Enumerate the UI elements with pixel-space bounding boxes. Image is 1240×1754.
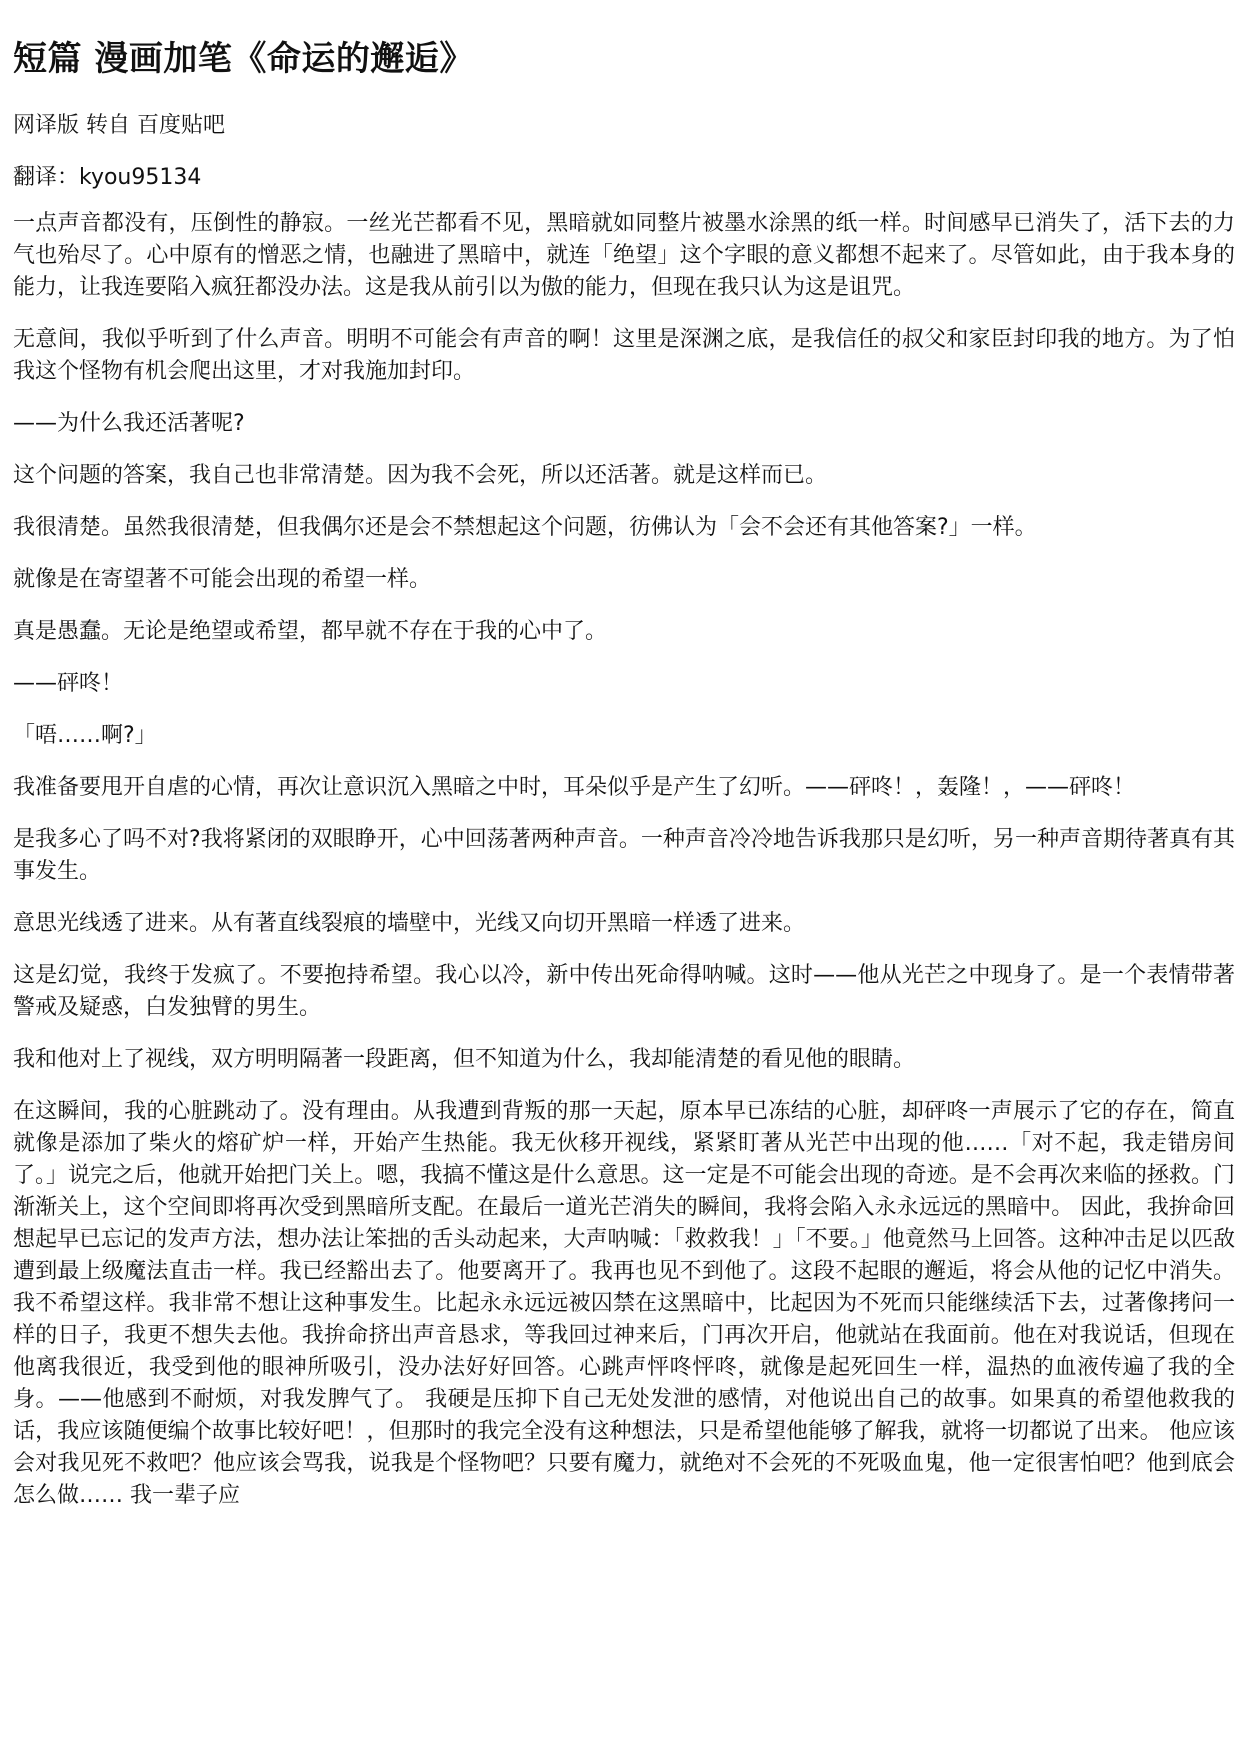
paragraph: 意思光线透了进来。从有著直线裂痕的墙壁中，光线又向切开黑暗一样透了进来。 bbox=[13, 911, 806, 936]
paragraph: ——为什么我还活著呢? bbox=[13, 411, 245, 436]
translator-line: 翻译：kyou95134 bbox=[13, 165, 202, 190]
paragraph: 「唔……啊?」 bbox=[13, 723, 157, 748]
paragraph: 我准备要甩开自虐的心情，再次让意识沉入黑暗之中时，耳朵似乎是产生了幻听。——砰咚！，轰隆！，——砰咚！ bbox=[13, 775, 1136, 800]
paragraph: 这是幻觉，我终于发疯了。不要抱持希望。我心以冷，新中传出死命得呐喊。这时——他从光芒之中现身了。是一个表情带著警戒及疑惑，白发独臂的男生。 bbox=[13, 963, 1235, 1020]
paragraph: 一点声音都没有，压倒性的静寂。一丝光芒都看不见，黑暗就如同整片被墨水涂黑的纸一样。时间感早已消失了，活下去的力气也殆尽了。心中原有的憎恶之情，也融进了黑暗中，就连「绝望」这个字眼的意义都想不起来了。尽管如此，由于我本身的能力，让我连要陷入疯狂都没办法。这是我从前引以为傲的能力，但现在我只认为这是诅咒。 bbox=[13, 211, 1235, 300]
source-line: 网译版 转自 百度贴吧 bbox=[13, 113, 225, 138]
paragraph: 真是愚蠢。无论是绝望或希望，都早就不存在于我的心中了。 bbox=[13, 619, 608, 644]
paragraph: 无意间，我似乎听到了什么声音。明明不可能会有声音的啊！这里是深渊之底，是我信任的叔父和家臣封印我的地方。为了怕我这个怪物有机会爬出这里，才对我施加封印。 bbox=[13, 327, 1235, 384]
body-text bbox=[13, 208, 1235, 1512]
paragraph: 我很清楚。虽然我很清楚，但我偶尔还是会不禁想起这个问题，彷佛认为「会不会还有其他答案?」一样。 bbox=[13, 515, 1037, 540]
paragraph: 我和他对上了视线，双方明明隔著一段距离，但不知道为什么，我却能清楚的看见他的眼睛。 bbox=[13, 1047, 916, 1072]
document-page bbox=[13, 0, 1235, 1754]
paragraph: 就像是在寄望著不可能会出现的希望一样。 bbox=[13, 567, 432, 592]
paragraph: 在这瞬间，我的心脏跳动了。没有理由。从我遭到背叛的那一天起，原本早已冻结的心脏，却砰咚一声展示了它的存在，简直就像是添加了柴火的熔矿炉一样，开始产生热能。我无伙移开视线，紧紧盯著从光芒中出现的他……「对不起，我走错房间了。」说完之后，他就开始把门关上。嗯，我搞不懂这是什么意思。这一定是不可能会出现的奇迹。是不会再次来临的拯救。门渐渐关上，这个空间即将再次受到黑暗所支配。在最后一道光芒消失的瞬间，我将会陷入永永远远的黑暗中。 因此，我拚命回想起早已忘记的发声方法，想办法让笨拙的舌头动起来，大声呐喊：「救救我！」「不要。」他竟然马上回答。这种冲击足以匹敌遭到最上级魔法直击一样。我已经豁出去了。他要离开了。我再也见不到他了。这段不起眼的邂逅，将会从他的记忆中消失。我不希望这样。我非常不想让这种事发生。比起永永远远被囚禁在这黑暗中，比起因为不死而只能继续活下去，过著像拷问一样的日子，我更不想失去他。我拚命挤出声音恳求，等我回过神来后，门再次开启，他就站在我面前。他在对我说话，但现在他离我很近，我受到他的眼神所吸引，没办法好好回答。心跳声怦咚怦咚，就像是起死回生一样，温热的血液传遍了我的全身。——他感到不耐烦，对我发脾气了。 我硬是压抑下自己无处发泄的感情，对他说出自己的故事。如果真的希望他救我的话，我应该随便编个故事比较好吧！，但那时的我完全没有这种想法，只是希望他能够了解我，就将一切都说了出来。 他应该会对我见死不救吧？他应该会骂我，说我是个怪物吧？只要有魔力，就绝对不会死的不死吸血鬼，他一定很害怕吧？他到底会怎么做…… 我一辈子应 bbox=[13, 1099, 1235, 1508]
paragraph: 这个问题的答案，我自己也非常清楚。因为我不会死，所以还活著。就是这样而已。 bbox=[13, 463, 828, 488]
document-title: 短篇 漫画加笔《命运的邂逅》 bbox=[13, 39, 474, 79]
paragraph: ——砰咚！ bbox=[13, 671, 124, 696]
paragraph: 是我多心了吗不对?我将紧闭的双眼睁开，心中回荡著两种声音。一种声音冷冷地告诉我那只是幻听，另一种声音期待著真有其事发生。 bbox=[13, 827, 1235, 884]
